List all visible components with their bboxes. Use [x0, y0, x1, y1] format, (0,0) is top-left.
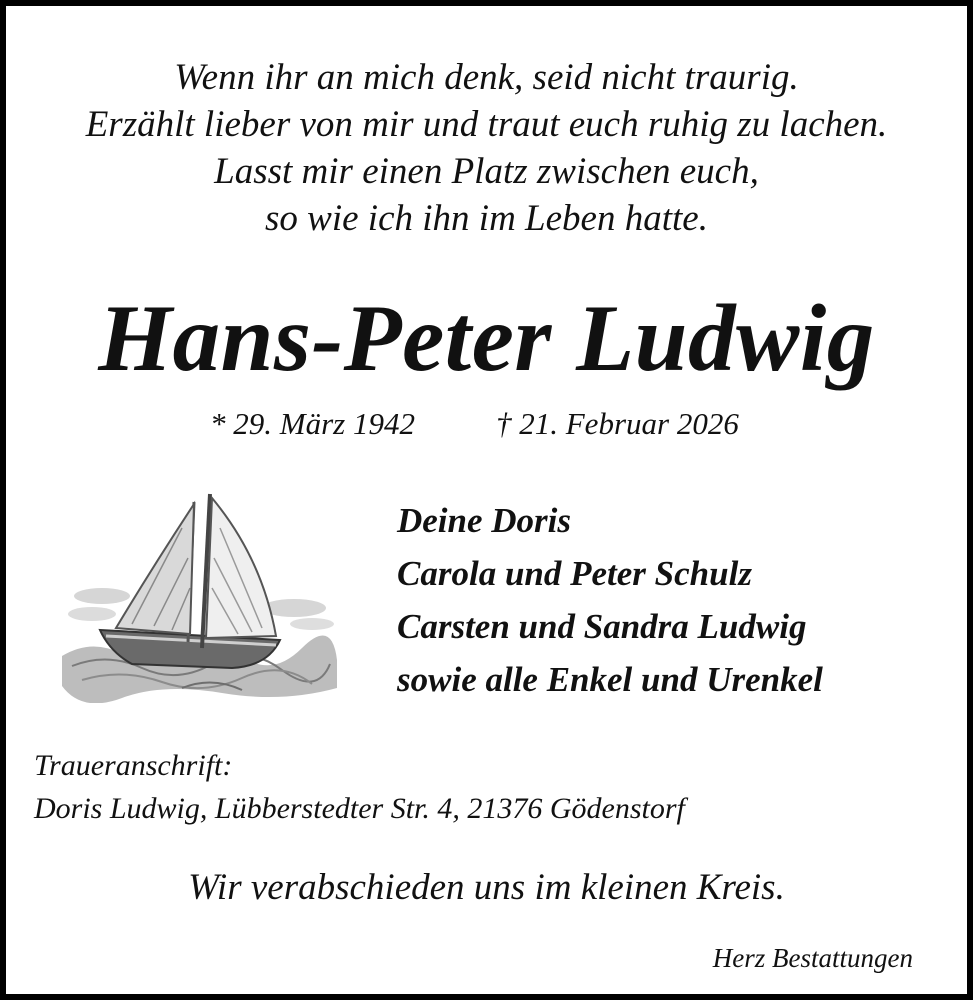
- address-text: Doris Ludwig, Lübberstedter Str. 4, 21376 Gödenstorf: [34, 792, 685, 825]
- family-line: Carsten und Sandra Ludwig: [397, 607, 807, 646]
- poem-line: Wenn ihr an mich denk, seid nicht traurig.: [174, 57, 799, 98]
- undertaker-name: Herz Bestattungen: [712, 943, 913, 973]
- family-list: [397, 494, 823, 706]
- family-line: Carola und Peter Schulz: [397, 554, 752, 593]
- family-line: Deine Doris: [397, 501, 572, 540]
- poem: [6, 54, 967, 242]
- deceased-name: Hans-Peter Ludwig: [98, 285, 875, 391]
- poem-line: Erzählt lieber von mir und traut euch ruhig zu lachen.: [85, 104, 888, 145]
- sailboat-icon: [62, 488, 337, 703]
- birth-date: * 29. März 1942: [210, 406, 415, 441]
- poem-line: so wie ich ihn im Leben hatte.: [265, 198, 708, 239]
- farewell-note: Wir verabschieden uns im kleinen Kreis.: [188, 867, 785, 908]
- poem-line: Lasst mir einen Platz zwischen euch,: [214, 151, 759, 192]
- address-label: Traueranschrift:: [34, 749, 233, 782]
- death-date: † 21. Februar 2026: [496, 406, 739, 441]
- family-line: sowie alle Enkel und Urenkel: [397, 660, 823, 699]
